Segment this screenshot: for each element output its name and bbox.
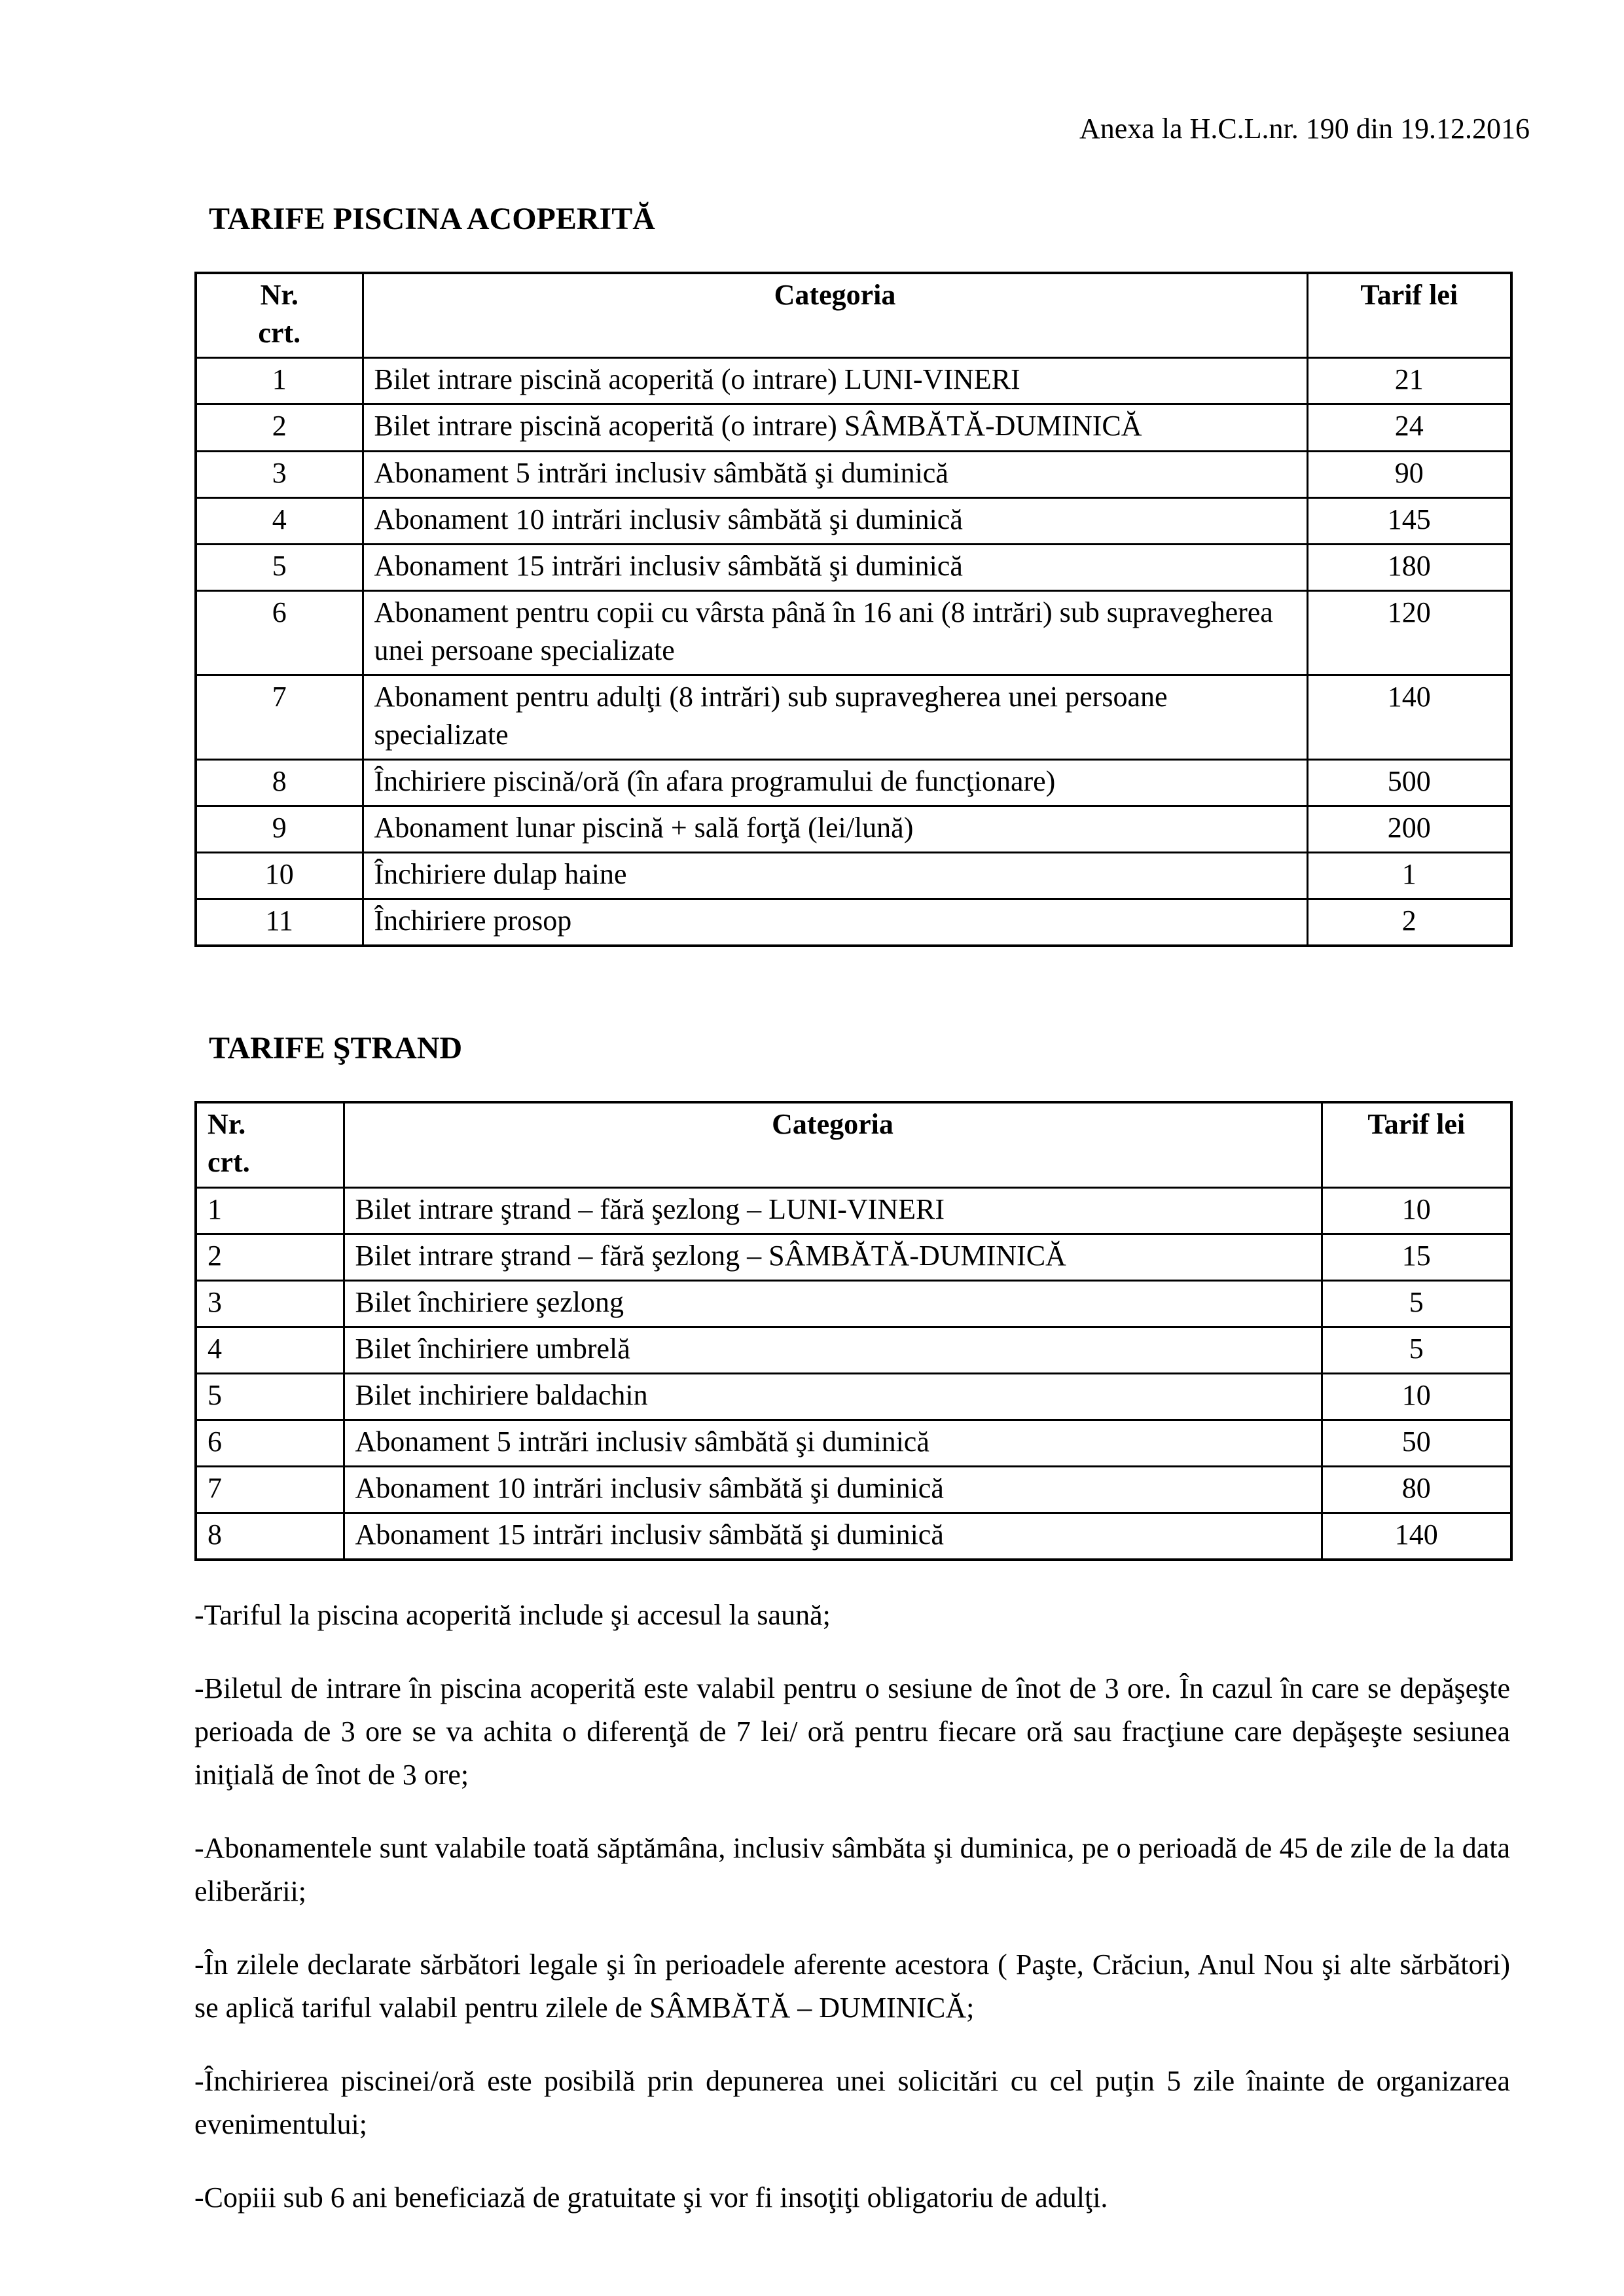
header-categoria: Categoria — [344, 1102, 1322, 1187]
tariff-cell: 500 — [1307, 760, 1511, 806]
category-cell: Bilet intrare piscină acoperită (o intrare) LUNI-VINERI — [363, 358, 1307, 404]
table-row — [196, 1187, 1511, 1234]
category-cell: Abonament pentru adulţi (8 intrări) sub supravegherea unei persoane specializate — [363, 675, 1307, 759]
table-header — [196, 273, 1511, 358]
tarife-strand-table — [194, 1101, 1513, 1561]
category-cell: Bilet intrare ştrand – fără şezlong – SÂMBĂTĂ-DUMINICĂ — [344, 1234, 1322, 1280]
header-nr-crt — [196, 1102, 344, 1187]
note-paragraph: -Tariful la piscina acoperită include şi accesul la saună; — [194, 1599, 831, 1632]
table-header-row — [196, 1102, 1511, 1187]
table-row — [196, 1234, 1511, 1280]
notes-section — [194, 1594, 1510, 2219]
header-nr-line1: Nr. — [260, 279, 298, 312]
table-row — [196, 451, 1511, 497]
tarife-piscina-table — [194, 272, 1513, 947]
category-cell: Abonament 10 intrări inclusiv sâmbătă şi duminică — [363, 497, 1307, 544]
row-number-cell: 1 — [196, 1187, 344, 1234]
tariff-cell: 200 — [1307, 806, 1511, 853]
table-row — [196, 544, 1511, 590]
table-header-row — [196, 273, 1511, 358]
tariff-cell: 80 — [1322, 1466, 1511, 1513]
table-row — [196, 760, 1511, 806]
table-row — [196, 358, 1511, 404]
note-paragraph: -În zilele declarate sărbători legale şi în perioadele aferente acestora ( Paşte, Crăciun, Anul Nou şi alte sărbători) se aplică tariful valabil pentru zilele de SÂMBĂTĂ – DUMINICĂ; — [194, 1948, 1510, 2024]
row-number-cell: 10 — [196, 853, 363, 899]
tariff-cell: 180 — [1307, 544, 1511, 590]
table-row — [196, 853, 1511, 899]
annex-header: Anexa la H.C.L.nr. 190 din 19.12.2016 — [1079, 113, 1530, 145]
row-number-cell: 1 — [196, 358, 363, 404]
category-cell: Abonament 5 intrări inclusiv sâmbătă şi duminică — [363, 451, 1307, 497]
tariff-cell: 2 — [1307, 899, 1511, 946]
tariff-cell: 145 — [1307, 497, 1511, 544]
category-cell: Abonament lunar piscină + sală forţă (lei/lună) — [363, 806, 1307, 853]
header-nr-line2: crt. — [258, 317, 301, 350]
tariff-cell: 10 — [1322, 1187, 1511, 1234]
tariff-cell: 15 — [1322, 1234, 1511, 1280]
category-cell: Abonament 5 intrări inclusiv sâmbătă şi duminică — [344, 1420, 1322, 1466]
row-number-cell: 3 — [196, 1280, 344, 1327]
section-title-piscina: TARIFE PISCINA ACOPERITĂ — [209, 202, 655, 237]
row-number-cell: 4 — [196, 1327, 344, 1373]
row-number-cell: 11 — [196, 899, 363, 946]
table-row — [196, 1466, 1511, 1513]
table-row — [196, 497, 1511, 544]
tariff-cell: 5 — [1322, 1280, 1511, 1327]
category-cell: Bilet intrare ştrand – fără şezlong – LUNI-VINERI — [344, 1187, 1322, 1234]
row-number-cell: 7 — [196, 1466, 344, 1513]
table-body — [196, 1187, 1511, 1560]
row-number-cell: 6 — [196, 1420, 344, 1466]
row-number-cell: 8 — [196, 1513, 344, 1560]
table-row — [196, 899, 1511, 946]
row-number-cell: 5 — [196, 544, 363, 590]
row-number-cell: 3 — [196, 451, 363, 497]
category-cell: Închiriere prosop — [363, 899, 1307, 946]
note-paragraph: -Abonamentele sunt valabile toată săptămâna, inclusiv sâmbăta şi duminica, pe o perioadă de 45 de zile de la data eliberării; — [194, 1832, 1510, 1908]
table-row — [196, 1280, 1511, 1327]
tariff-cell: 5 — [1322, 1327, 1511, 1373]
table-row — [196, 1373, 1511, 1420]
table-row — [196, 806, 1511, 853]
category-cell: Bilet închiriere şezlong — [344, 1280, 1322, 1327]
tariff-cell: 90 — [1307, 451, 1511, 497]
section-title-strand: TARIFE ŞTRAND — [209, 1031, 463, 1066]
tariff-cell: 1 — [1307, 853, 1511, 899]
row-number-cell: 9 — [196, 806, 363, 853]
table-row — [196, 1513, 1511, 1560]
header-tarif-lei: Tarif lei — [1307, 273, 1511, 358]
row-number-cell: 2 — [196, 1234, 344, 1280]
row-number-cell: 6 — [196, 590, 363, 675]
note-paragraph: -Închirierea piscinei/oră este posibilă prin depunerea unei solicitări cu cel puţin 5 zile înainte de organizarea evenimentului; — [194, 2065, 1510, 2141]
category-cell: Abonament 15 intrări inclusiv sâmbătă şi duminică — [344, 1513, 1322, 1560]
header-nr-line2: crt. — [208, 1146, 250, 1179]
row-number-cell: 7 — [196, 675, 363, 759]
row-number-cell: 5 — [196, 1373, 344, 1420]
table-row — [196, 590, 1511, 675]
category-cell: Închiriere piscină/oră (în afara programului de funcţionare) — [363, 760, 1307, 806]
header-nr-line1: Nr. — [208, 1108, 246, 1141]
row-number-cell: 2 — [196, 404, 363, 451]
table-row — [196, 1420, 1511, 1466]
tariff-cell: 140 — [1322, 1513, 1511, 1560]
category-cell: Închiriere dulap haine — [363, 853, 1307, 899]
header-nr-crt — [196, 273, 363, 358]
table-row — [196, 1327, 1511, 1373]
tariff-cell: 21 — [1307, 358, 1511, 404]
tariff-cell: 24 — [1307, 404, 1511, 451]
category-cell: Abonament 15 intrări inclusiv sâmbătă şi duminică — [363, 544, 1307, 590]
table-body — [196, 358, 1511, 946]
table-row — [196, 404, 1511, 451]
category-cell: Bilet intrare piscină acoperită (o intrare) SÂMBĂTĂ-DUMINICĂ — [363, 404, 1307, 451]
category-cell: Bilet închiriere umbrelă — [344, 1327, 1322, 1373]
category-cell: Bilet inchiriere baldachin — [344, 1373, 1322, 1420]
tariff-cell: 50 — [1322, 1420, 1511, 1466]
note-paragraph: -Biletul de intrare în piscina acoperită este valabil pentru o sesiune de înot de 3 ore. În cazul în care se depăşeşte perioada de 3 ore se va achita o diferenţă de 7 lei/ oră pentru fiecare oră sau fracţiune care depăşeşte sesiunea iniţială de înot de 3 ore; — [194, 1672, 1510, 1791]
header-tarif-lei: Tarif lei — [1322, 1102, 1511, 1187]
tariff-cell: 120 — [1307, 590, 1511, 675]
table-row — [196, 675, 1511, 759]
tariff-cell: 140 — [1307, 675, 1511, 759]
table-header — [196, 1102, 1511, 1187]
note-paragraph: -Copiii sub 6 ani beneficiază de gratuitate şi vor fi insoţiţi obligatoriu de adulţi. — [194, 2181, 1108, 2214]
category-cell: Abonament 10 intrări inclusiv sâmbătă şi duminică — [344, 1466, 1322, 1513]
category-cell: Abonament pentru copii cu vârsta până în 16 ani (8 intrări) sub supravegherea unei persoane specializate — [363, 590, 1307, 675]
row-number-cell: 8 — [196, 760, 363, 806]
row-number-cell: 4 — [196, 497, 363, 544]
tariff-cell: 10 — [1322, 1373, 1511, 1420]
header-categoria: Categoria — [363, 273, 1307, 358]
